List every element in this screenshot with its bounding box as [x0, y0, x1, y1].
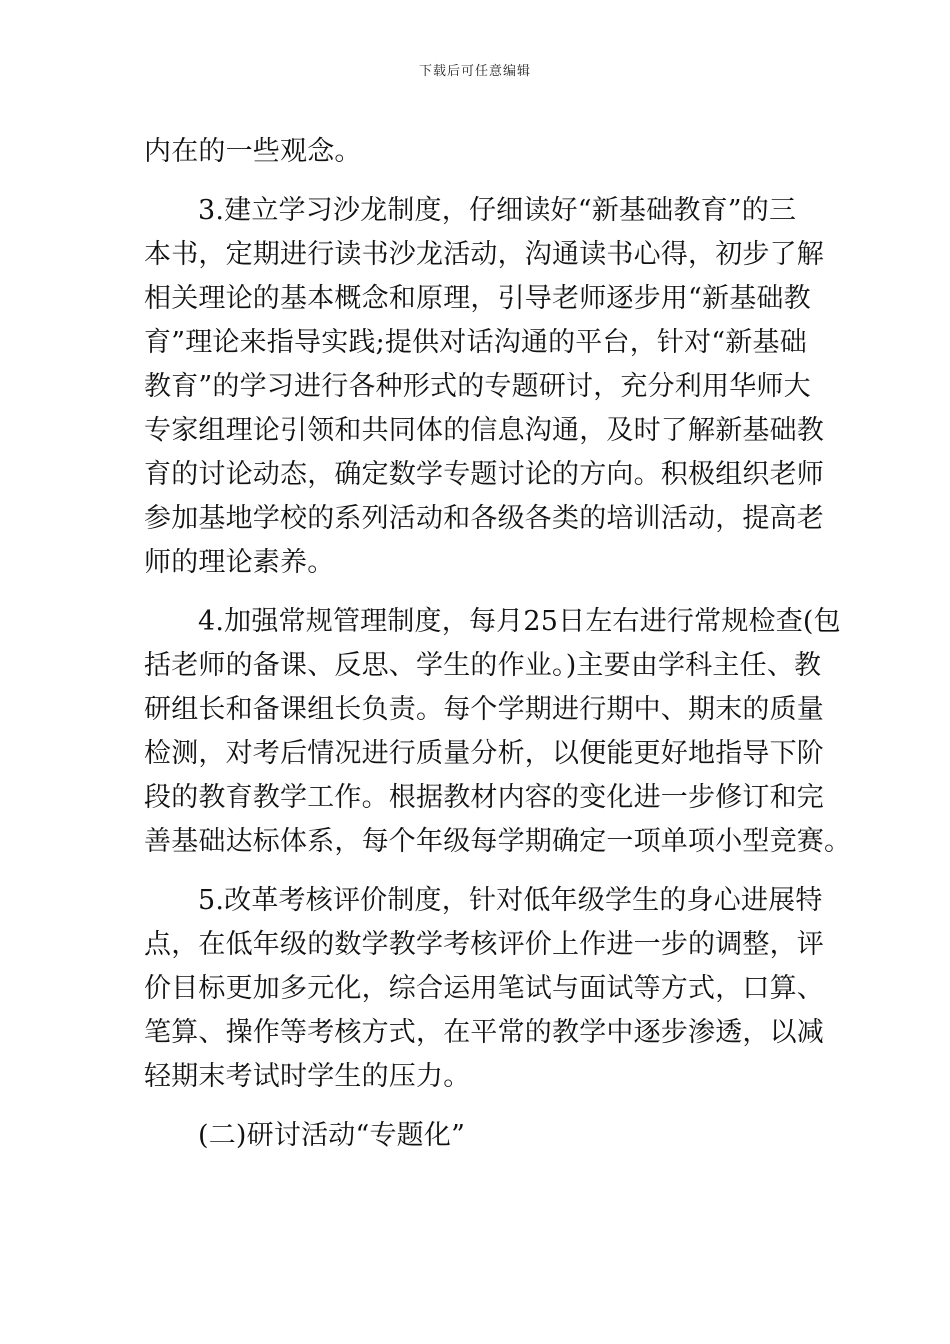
text-line: 4.加强常规管理制度，每月25日左右进行常规检查(包: [198, 606, 841, 637]
text-line: 检测，对考后情况进行质量分析，以便能更好地指导下阶: [144, 738, 824, 769]
paragraph-item-5: [144, 879, 824, 1099]
text-line: 育”理论来指导实践;提供对话沟通的平台，针对“新基础: [144, 327, 807, 358]
text-line: 本书，定期进行读书沙龙活动，沟通读书心得，初步了解: [144, 239, 824, 270]
text-line: 轻期末考试时学生的压力。: [144, 1061, 471, 1092]
page-header: 下载后可任意编辑: [418, 64, 531, 79]
text-line: 段的教育教学工作。根据教材内容的变化进一步修订和完: [144, 782, 824, 813]
paragraph-continuation: [144, 130, 808, 174]
text-line: 教育”的学习进行各种形式的专题研讨，充分利用华师大: [144, 371, 811, 402]
text-line: 参加基地学校的系列活动和各级各类的培训活动，提高老: [144, 503, 824, 534]
paragraph-item-3: [144, 189, 824, 585]
text-line: 研组长和备课组长负责。每个学期进行期中、期末的质量: [144, 694, 824, 725]
paragraph-item-4: [144, 600, 852, 864]
document-body: [144, 130, 852, 1158]
text-line: 括老师的备课、反思、学生的作业。)主要由学科主任、教: [144, 650, 822, 681]
text-line: 师的理论素养。: [144, 547, 335, 578]
text-line: 5.改革考核评价制度，针对低年级学生的身心进展特: [198, 885, 823, 916]
text-line: 笔算、操作等考核方式，在平常的教学中逐步渗透，以减: [144, 1017, 824, 1048]
section-heading-text: (二)研讨活动“专题化”: [198, 1120, 466, 1151]
section-heading: [144, 1114, 808, 1158]
text-line: 3.建立学习沙龙制度，仔细读好“新基础教育”的三: [198, 195, 797, 226]
text-line: 价目标更加多元化，综合运用笔试与面试等方式，口算、: [144, 973, 824, 1004]
text-line: 内在的一些观念。: [144, 136, 362, 167]
text-line: 善基础达标体系，每个年级每学期确定一项单项小型竞赛。: [144, 826, 852, 857]
text-line: 专家组理论引领和共同体的信息沟通，及时了解新基础教: [144, 415, 824, 446]
text-line: 点，在低年级的数学教学考核评价上作进一步的调整，评: [144, 929, 824, 960]
text-line: 相关理论的基本概念和原理，引导老师逐步用“新基础教: [144, 283, 811, 314]
text-line: 育的讨论动态，确定数学专题讨论的方向。积极组织老师: [144, 459, 824, 490]
